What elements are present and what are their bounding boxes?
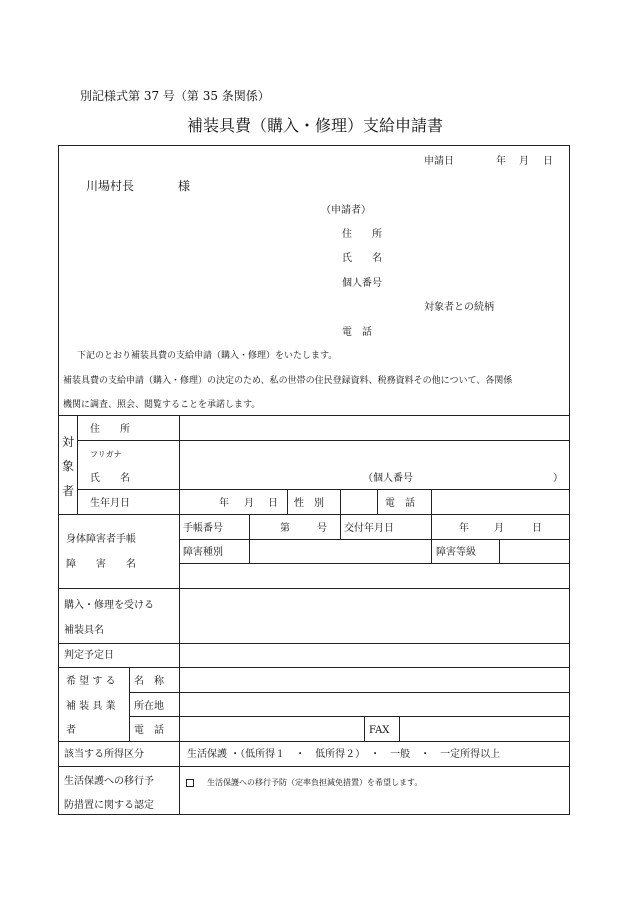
birth-year-label: 年 — [219, 498, 229, 509]
rule — [287, 489, 288, 514]
date-month-label: 月 — [519, 156, 529, 167]
rule — [59, 766, 569, 767]
rule — [431, 514, 432, 563]
transition-label-line-1: 生活保護への移行予 — [64, 776, 154, 787]
relation-label: 対象者との続柄 — [424, 302, 494, 313]
applicant-name-label: 氏 名 — [342, 253, 382, 264]
subject-personal-number-label: （個人番号 — [363, 473, 413, 484]
subject-label-char: 者 — [62, 484, 75, 498]
vendor-label-line: 補 装 具 業 — [66, 701, 116, 712]
rule — [77, 440, 569, 441]
application-form — [58, 145, 570, 815]
rule — [377, 489, 378, 514]
subject-label-char: 対 — [62, 435, 75, 449]
vendor-name-label: 名 称 — [134, 676, 164, 687]
date-year-label: 年 — [496, 156, 506, 167]
rule — [59, 588, 569, 589]
rule — [59, 415, 569, 416]
handbook-label: 身体障害者手帳 — [66, 534, 136, 545]
applicant-phone-label: 電 話 — [342, 327, 372, 338]
rule — [364, 716, 365, 741]
honorific: 様 — [178, 179, 191, 193]
furigana-label: フリガナ — [90, 450, 122, 459]
rule — [59, 667, 569, 668]
date-day-label: 日 — [543, 156, 553, 167]
form-title: 補装具費（購入・修理）支給申請書 — [186, 116, 443, 135]
rule — [399, 716, 400, 741]
subject-name-label: 氏 名 — [90, 473, 130, 484]
device-name-label: 補装具名 — [64, 625, 104, 636]
vendor-label-line: 希 望 す る — [66, 676, 116, 687]
issue-date-label: 交付年月日 — [344, 523, 394, 534]
disability-grade-label: 障害等級 — [436, 547, 476, 558]
rule — [340, 489, 341, 514]
birth-date-label: 生年月日 — [90, 498, 130, 509]
subject-phone-label: 電 話 — [385, 498, 415, 509]
rule — [340, 514, 341, 539]
applicant-heading: （申請者） — [321, 205, 371, 216]
rule — [179, 415, 180, 814]
vendor-label-line: 者 — [66, 725, 76, 736]
rule — [499, 539, 500, 563]
device-label: 購入・修理を受ける — [64, 600, 154, 611]
applicant-personal-number-label: 個人番号 — [342, 278, 382, 289]
rule — [249, 514, 250, 563]
vendor-location-label: 所在地 — [134, 701, 164, 712]
issue-year-label: 年 — [459, 523, 469, 534]
fax-label: FAX — [369, 725, 390, 736]
handbook-go-label: 号 — [317, 523, 327, 534]
handbook-number-label: 手帳番号 — [183, 523, 223, 534]
transition-label-line-2: 防措置に関する認定 — [64, 800, 154, 811]
consent-line-1: 補装具費の支給申請（購入・修理）の決定のため、私の世帯の住民登録資料、税務資料その他について、各関係 — [63, 376, 513, 386]
form-number: 別記様式第 37 号（第 35 条関係） — [80, 89, 270, 103]
judgement-date-label: 判定予定日 — [64, 650, 114, 661]
disability-name-label: 障 害 名 — [66, 559, 136, 570]
rule — [179, 563, 569, 564]
addressee: 川場村長 — [86, 179, 135, 193]
request-statement: 下記のとおり補装具費の支給申請（購入・修理）をいたします。 — [77, 351, 338, 361]
rule — [77, 489, 569, 490]
rule — [59, 514, 569, 515]
applicant-address-label: 住 所 — [342, 229, 382, 240]
disability-type-label: 障害種別 — [183, 547, 223, 558]
income-category-label: 該当する所得区分 — [64, 749, 144, 760]
rule — [431, 489, 432, 514]
transition-checkbox-text: 生活保護への移行予防（定率負担減免措置）を希望します。 — [207, 778, 423, 787]
subject-address-label: 住 所 — [90, 424, 130, 435]
issue-day-label: 日 — [532, 523, 542, 534]
issue-month-label: 月 — [494, 523, 504, 534]
rule — [59, 741, 569, 742]
subject-label-char: 象 — [62, 459, 75, 473]
birth-day-label: 日 — [268, 498, 278, 509]
consent-line-2: 機関に調査、照会、閲覧することを承諾します。 — [63, 400, 261, 410]
handbook-dai-label: 第 — [280, 523, 290, 534]
vendor-phone-label: 電 話 — [134, 725, 164, 736]
rule — [179, 539, 569, 540]
rule — [129, 667, 130, 741]
income-options: 生活保護 ・（低所得１ ・ 低所得２） ・ 一般 ・ 一定所得以上 — [187, 749, 501, 760]
rule — [129, 716, 569, 717]
close-paren: ） — [553, 473, 563, 484]
rule — [77, 415, 78, 514]
rule — [59, 643, 569, 644]
transition-checkbox[interactable] — [186, 779, 194, 787]
sex-label: 性 別 — [294, 498, 324, 509]
rule — [129, 692, 569, 693]
application-date-label: 申請日 — [424, 156, 454, 167]
birth-month-label: 月 — [244, 498, 254, 509]
